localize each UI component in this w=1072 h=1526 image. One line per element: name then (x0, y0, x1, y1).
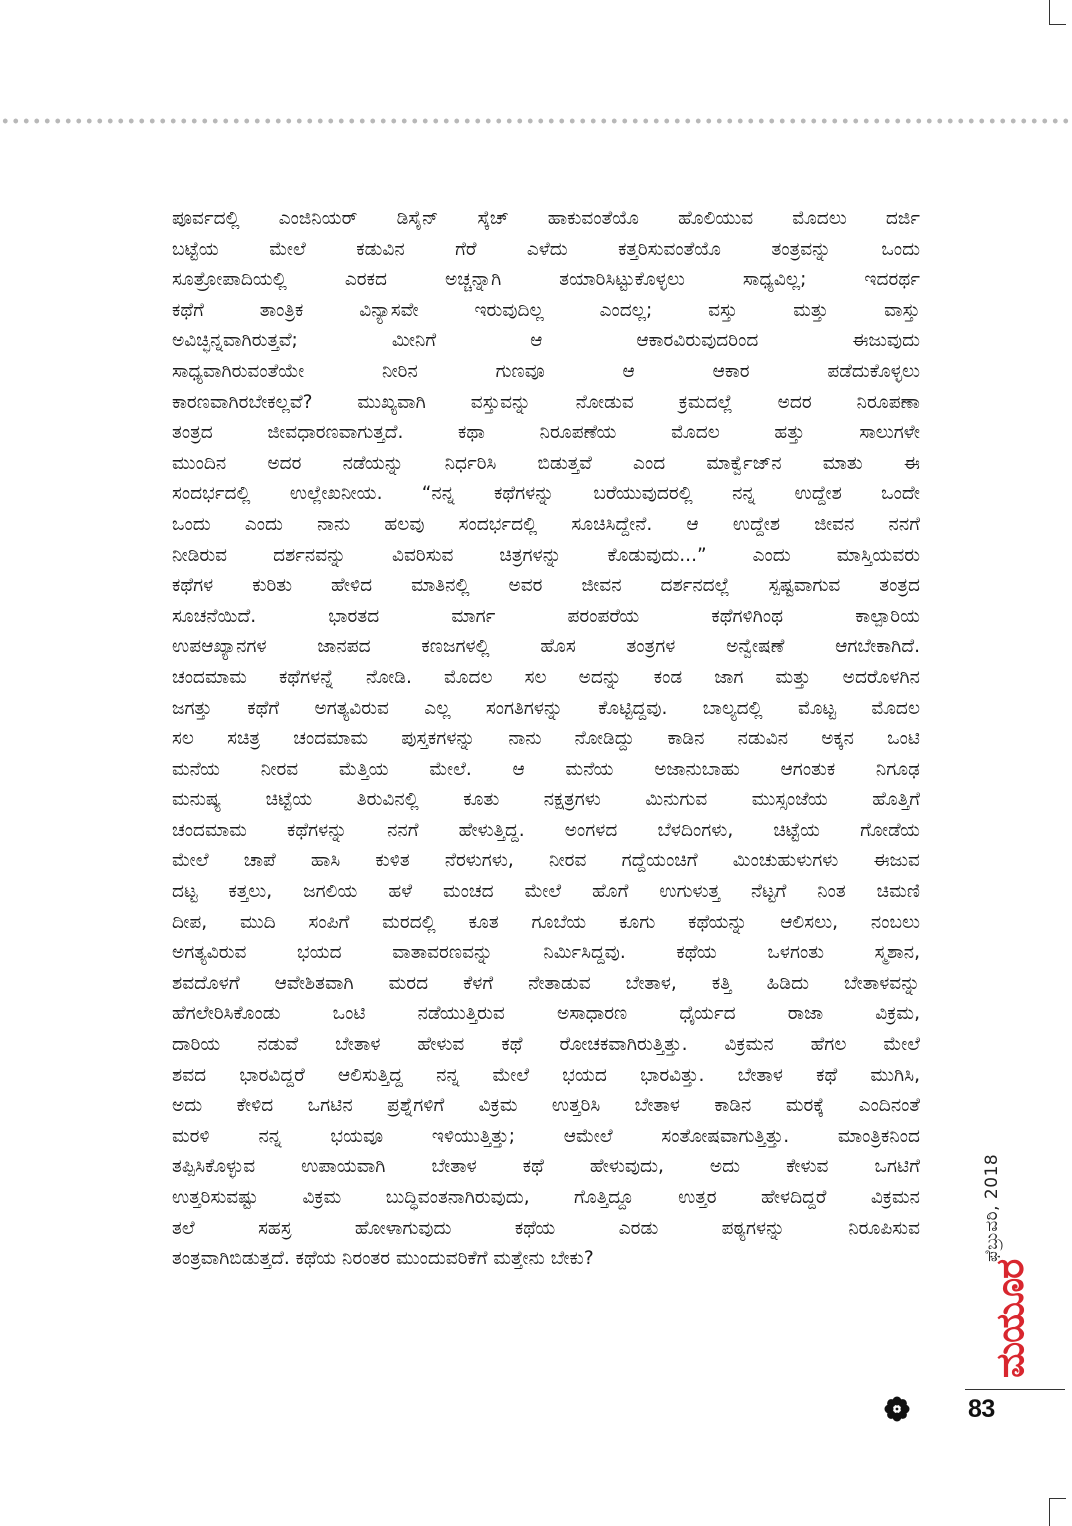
page-number: 83 (968, 1395, 995, 1423)
article-line: ಸಲ ಸಚಿತ್ರ ಚಂದಮಾಮ ಪುಸ್ತಕಗಳನ್ನು ನಾನು ನೋಡಿದ್ದು ಕಾಡಿನ ನಡುವಿನ ಅಕ್ಕನ ಒಂಟಿ (172, 728, 920, 750)
article-line: ಕಾರಣವಾಗಿರಬೇಕಲ್ಲವೆ? ಮುಖ್ಯವಾಗಿ ವಸ್ತುವನ್ನು ನೋಡುವ ಕ್ರಮದಲ್ಲೆ ಅದರ ನಿರೂಪಣಾ (172, 391, 920, 413)
article-line: ಮೇಲೆ ಚಾಪೆ ಹಾಸಿ ಕುಳಿತ ನೆರಳುಗಳು, ನೀರವ ಗದ್ದೆಯಂಚಿಗೆ ಮಿಂಚುಹುಳುಗಳು ಈಜುವ (172, 850, 920, 872)
article-line: ಸಂದರ್ಭದಲ್ಲಿ ಉಲ್ಲೇಖನೀಯ. “ನನ್ನ ಕಥೆಗಳನ್ನು ಬರೆಯುವುದರಲ್ಲಿ ನನ್ನ ಉದ್ದೇಶ ಒಂದೇ (172, 483, 920, 505)
article-line: ಅವಿಚ್ಛಿನ್ನವಾಗಿರುತ್ತವೆ; ಮೀನಿಗೆ ಆ ಆಕಾರವಿರುವುದರಿಂದ ಈಜುವುದು (172, 330, 920, 352)
article-line: ಕಥೆಗೆ ತಾಂತ್ರಿಕ ವಿನ್ಯಾಸವೇ ಇರುವುದಿಲ್ಲ ಎಂದಲ್ಲ; ವಸ್ತು ಮತ್ತು ವಾಸ್ತು (172, 299, 920, 321)
article-line: ಮನುಷ್ಯ ಚಿಟ್ಟೆಯ ತಿರುವಿನಲ್ಲಿ ಕೂತು ನಕ್ಷತ್ರಗಳು ಮಿನುಗುವ ಮುಸ್ಸಂಜೆಯ ಹೊತ್ತಿಗೆ (172, 789, 920, 811)
article-line: ಬಟ್ಟೆಯ ಮೇಲೆ ಕಡುವಿನ ಗೆರೆ ಎಳೆದು ಕತ್ತರಿಸುವಂತೆಯೊ ತಂತ್ರವನ್ನು ಒಂದು (172, 238, 920, 260)
article-line: ಮರಳಿ ನನ್ನ ಭಯವೂ ಇಳಿಯುತ್ತಿತ್ತು; ಆಮೇಲೆ ಸಂತೋಷವಾಗುತ್ತಿತ್ತು. ಮಾಂತ್ರಿಕನಿಂದ (172, 1125, 920, 1147)
issue-date: ಫೆಬ್ರುವರಿ, 2018 (982, 1153, 1002, 1262)
flower-icon (884, 1396, 910, 1422)
article-line: ಚಂದಮಾಮ ಕಥೆಗಳನ್ನೆ ನೋಡಿ. ಮೊದಲ ಸಲ ಅದನ್ನು ಕಂಡ ಜಾಗ ಮತ್ತು ಅದರೊಳಗಿನ (172, 666, 920, 688)
article-line: ಪೂರ್ವದಲ್ಲಿ ಎಂಜಿನಿಯರ್ ಡಿಸೈನ್ ಸ್ಕೆಚ್ ಹಾಕುವಂತೆಯೊ ಹೊಲಿಯುವ ಮೊದಲು ದರ್ಜಿ (172, 208, 920, 229)
article-line: ಅದು ಕೇಳಿದ ಒಗಟಿನ ಪ್ರಶ್ನೆಗಳಿಗೆ ವಿಕ್ರಮ ಉತ್ತರಿಸಿ ಬೇತಾಳ ಕಾಡಿನ ಮರಕ್ಕೆ ಎಂದಿನಂತೆ (172, 1095, 920, 1117)
article-line: ತಂತ್ರವಾಗಿಬಿಡುತ್ತದೆ. ಕಥೆಯ ನಿರಂತರ ಮುಂದುವರಿಕೆಗೆ ಮತ್ತೇನು ಬೇಕು? (172, 1248, 594, 1270)
article-line: ದಟ್ಟ ಕತ್ತಲು, ಜಗಲಿಯ ಹಳೆ ಮಂಚದ ಮೇಲೆ ಹೊಗೆ ಉಗುಳುತ್ತ ನೆಟ್ಟಗೆ ನಿಂತ ಚಿಮಣಿ (172, 881, 920, 903)
article-line: ಶವದೊಳಗೆ ಆವೇಶಿತವಾಗಿ ಮರದ ಕೆಳಗೆ ನೇತಾಡುವ ಬೇತಾಳ, ಕತ್ತಿ ಹಿಡಿದು ಬೇತಾಳವನ್ನು (172, 972, 920, 994)
article-line: ಜಗತ್ತು ಕಥೆಗೆ ಅಗತ್ಯವಿರುವ ಎಲ್ಲ ಸಂಗತಿಗಳನ್ನು ಕೊಟ್ಟಿದ್ದವು. ಬಾಲ್ಯದಲ್ಲಿ ಮೊಟ್ಟ ಮೊದಲ (172, 697, 920, 719)
crop-mark-top (1049, 0, 1066, 25)
magazine-logo: ಮಯೂರ (988, 1259, 1032, 1378)
article-body (172, 204, 920, 1275)
article-line: ಉತ್ತರಿಸುವಷ್ಟು ವಿಕ್ರಮ ಬುದ್ಧಿವಂತನಾಗಿರುವುದು, ಗೊತ್ತಿದ್ದೂ ಉತ್ತರ ಹೇಳದಿದ್ದರೆ ವಿಕ್ರಮನ (172, 1187, 920, 1208)
article-line: ಶವದ ಭಾರವಿದ್ದರೆ ಆಲಿಸುತ್ತಿದ್ದ ನನ್ನ ಮೇಲೆ ಭಯದ ಭಾರವಿತ್ತು. ಬೇತಾಳ ಕಥೆ ಮುಗಿಸಿ, (172, 1064, 920, 1086)
article-line: ಮನೆಯ ನೀರವ ಮೆತ್ತಿಯ ಮೇಲೆ. ಆ ಮನೆಯ ಅಜಾನುಬಾಹು ಆಗಂತುಕ ನಿಗೂಢ (172, 758, 920, 780)
article-line: ತಪ್ಪಿಸಿಕೊಳ್ಳುವ ಉಪಾಯವಾಗಿ ಬೇತಾಳ ಕಥೆ ಹೇಳುವುದು, ಅದು ಕೇಳುವ ಒಗಟಿಗೆ (172, 1156, 920, 1178)
article-line: ಅಗತ್ಯವಿರುವ ಭಯದ ವಾತಾವರಣವನ್ನು ನಿರ್ಮಿಸಿದ್ದವು. ಕಥೆಯ ಒಳಗಂತು ಸ್ಮಶಾನ, (172, 942, 920, 964)
footer-rule (965, 1389, 1065, 1390)
article-line: ದಾರಿಯ ನಡುವೆ ಬೇತಾಳ ಹೇಳುವ ಕಥೆ ರೋಚಕವಾಗಿರುತ್ತಿತ್ತು. ವಿಕ್ರಮನ ಹೆಗಲ ಮೇಲೆ (172, 1034, 920, 1056)
article-line: ಸೂತ್ರೋಪಾದಿಯಲ್ಲಿ ಎರಕದ ಅಚ್ಚನ್ನಾಗಿ ತಯಾರಿಸಿಟ್ಟುಕೊಳ್ಳಲು ಸಾಧ್ಯವಿಲ್ಲ; ಇದರರ್ಥ (172, 269, 920, 291)
article-line: ಉಪಆಖ್ಯಾನಗಳ ಜಾನಪದ ಕಣಜಗಳಲ್ಲಿ ಹೊಸ ತಂತ್ರಗಳ ಅನ್ವೇಷಣೆ ಆಗಬೇಕಾಗಿದೆ. (172, 636, 920, 658)
article-line: ಸಾಧ್ಯವಾಗಿರುವಂತೆಯೇ ನೀರಿನ ಗುಣವೂ ಆ ಆಕಾರ ಪಡೆದುಕೊಳ್ಳಲು (172, 360, 920, 382)
article-line: ಕಥೆಗಳ ಕುರಿತು ಹೇಳಿದ ಮಾತಿನಲ್ಲಿ ಅವರ ಜೀವನ ದರ್ಶನದಲ್ಲೆ ಸ್ಪಷ್ಟವಾಗುವ ತಂತ್ರದ (172, 575, 920, 597)
article-line: ಹೆಗಲೇರಿಸಿಕೊಂಡು ಒಂಟಿ ನಡೆಯುತ್ತಿರುವ ಅಸಾಧಾರಣ ಧೈರ್ಯದ ರಾಜಾ ವಿಕ್ರಮ, (172, 1003, 920, 1025)
dotted-divider (0, 116, 1072, 126)
crop-mark-bottom (1049, 1498, 1066, 1526)
article-line: ತಲೆ ಸಹಸ್ರ ಹೋಳಾಗುವುದು ಕಥೆಯ ಎರಡು ಪಠ್ಯಗಳನ್ನು ನಿರೂಪಿಸುವ (172, 1217, 920, 1239)
article-line: ಚಂದಮಾಮ ಕಥೆಗಳನ್ನು ನನಗೆ ಹೇಳುತ್ತಿದ್ದ. ಅಂಗಳದ ಬೆಳದಿಂಗಳು, ಚಿಟ್ಟೆಯ ಗೋಡೆಯ (172, 819, 920, 841)
article-line: ಒಂದು ಎಂದು ನಾನು ಹಲವು ಸಂದರ್ಭದಲ್ಲಿ ಸೂಚಿಸಿದ್ದೇನೆ. ಆ ಉದ್ದೇಶ ಜೀವನ ನನಗೆ (172, 513, 920, 535)
article-line: ದೀಪ, ಮುದಿ ಸಂಪಿಗೆ ಮರದಲ್ಲಿ ಕೂತ ಗೂಬೆಯ ಕೂಗು ಕಥೆಯನ್ನು ಆಲಿಸಲು, ನಂಬಲು (172, 911, 920, 933)
article-line: ನೀಡಿರುವ ದರ್ಶನವನ್ನು ವಿವರಿಸುವ ಚಿತ್ರಗಳನ್ನು ಕೊಡುವುದು...” ಎಂದು ಮಾಸ್ತಿಯವರು (172, 544, 920, 566)
article-line: ಮುಂದಿನ ಅದರ ನಡೆಯನ್ನು ನಿರ್ಧರಿಸಿ ಬಿಡುತ್ತವೆ ಎಂದ ಮಾರ್ಕ್ವೆಜ್‌ನ ಮಾತು ಈ (172, 452, 920, 474)
article-line: ಸೂಚನೆಯಿದೆ. ಭಾರತದ ಮಾರ್ಗ ಪರಂಪರೆಯ ಕಥೆಗಳಿಗಿಂಥ ಕಾಲ್ಪಾರಿಯ (172, 605, 920, 627)
article-line: ತಂತ್ರದ ಜೀವಧಾರಣವಾಗುತ್ತದೆ. ಕಥಾ ನಿರೂಪಣೆಯ ಮೊದಲ ಹತ್ತು ಸಾಲುಗಳೇ (172, 422, 920, 444)
